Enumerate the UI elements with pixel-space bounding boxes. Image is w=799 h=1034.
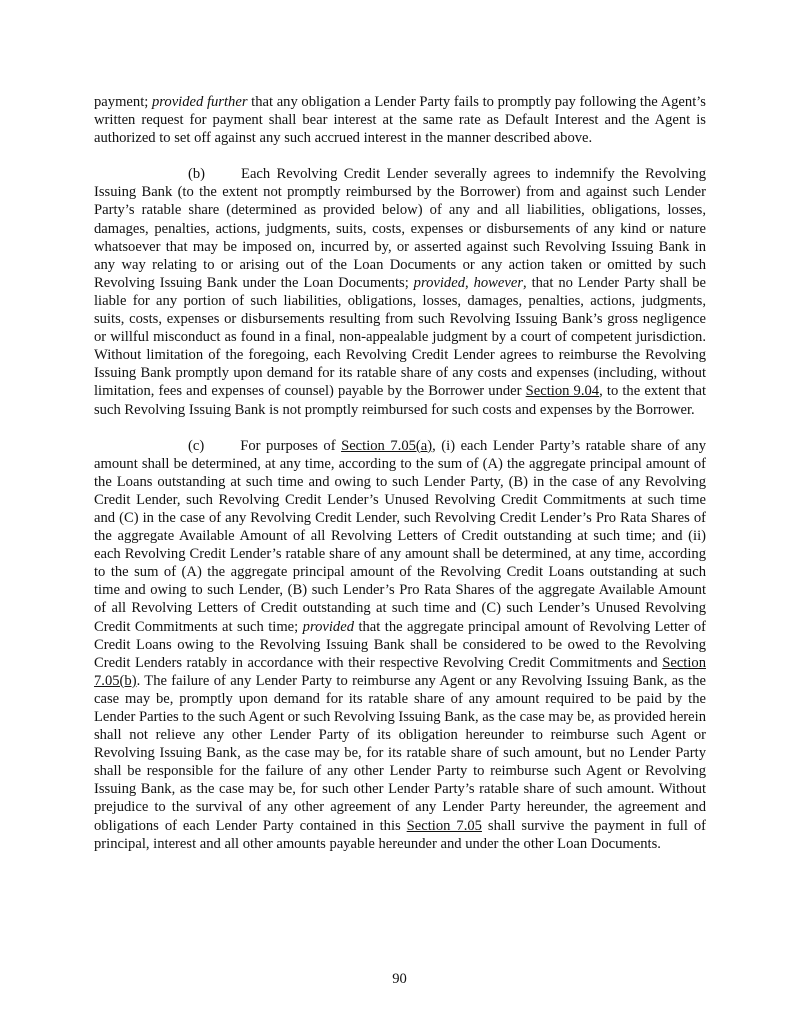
paragraph-b — [94, 165, 706, 418]
paragraph-continuation — [94, 93, 706, 147]
paragraph-c — [94, 437, 706, 853]
text-run: , that no Lender Party shall be liable for any portion of such liabilities, obligations, losses, damages, penalties, actions, judgments, suits, costs, expenses or disbursements resulting from such Revolving Issuing Bank’s gross negligence or willful misconduct as found in a final, non-appealable judgment by a court of competent jurisdiction. Without limitation of the foregoing, each Revolving Credit Lender agrees to reimburse the Revolving Issuing Bank promptly upon demand for its ratable share of any costs and expenses (including, without limitation, fees and expenses of counsel) payable by the Borrower under — [94, 274, 707, 400]
section-reference-7-05a: Section 7.05(a) — [341, 437, 433, 454]
paragraph-label: (c) — [188, 437, 205, 454]
emphasis-provided: provided — [413, 274, 465, 291]
text-run: Each Revolving Credit Lender severally agrees to indemnify the Revolving Issuing Bank (to the extent not promptly reimbursed by the Borrower) from and against such Lender Party’s ratable share (determined as provided below) of any and all liabilities, obligations, losses, damages, penalties, actions, judgments, suits, costs, expenses or disbursements of any kind or nature whatsoever that may be imposed on, incurred by, or asserted against such Revolving Issuing Bank in any way relating to or arising out of the Loan Documents or any action taken or omitted by such Revolving Issuing Bank under the Loan Documents; — [94, 166, 706, 291]
emphasis-provided: provided — [302, 618, 354, 635]
emphasis-provided-further: provided further — [151, 94, 248, 110]
text-run: For purposes of — [240, 437, 342, 454]
text-run: shall survive the payment in full of principal, interest and all other amounts payable hereunder and under the other Loan Documents. — [94, 817, 707, 852]
emphasis-however: however — [473, 274, 524, 291]
section-reference-7-05b: Section 7.05(b) — [94, 654, 706, 689]
document-page — [94, 93, 706, 871]
text-run: , — [465, 274, 474, 291]
section-reference-9-04: Section 9.04 — [525, 383, 600, 400]
text-run: that any obligation a Lender Party fails to promptly pay following the Agent’s written request for payment shall bear interest at the same rate as Default Interest and the Agent is authorized to set off against any such accrued interest in the manner described above. — [94, 94, 706, 147]
text-run: , (i) each Lender Party’s ratable share of any amount shall be determined, at any time, according to the sum of (A) the aggregate principal amount of the Loans outstanding at such time and owing to such Lender Party, (B) in the case of any Revolving Credit Lender, such Revolving Credit Lender’s Unused Revolving Credit Commitments at such time and (C) in the case of any Revolving Credit Lender, such Revolving Credit Lender’s Pro Rata Shares of the aggregate Available Amount of all Revolving Letters of Credit outstanding at such time; and (ii) each Revolving Credit Lender’s ratable share of any amount shall be determined, at any time, according to the sum of (A) the aggregate principal amount of the Revolving Credit Loans outstanding at such time and owing to such Lender, (B) such Lender’s Pro Rata Shares of the aggregate Available Amount of all Revolving Letters of Credit outstanding at such time and (C) such Lender’s Unused Revolving Credit Commitments at such time; — [94, 437, 706, 635]
paragraph-label: (b) — [188, 166, 206, 183]
text-run: that the aggregate principal amount of Revolving Letter of Credit Loans owing to the Revolving Issuing Bank shall be considered to be owed to the Revolving Credit Lenders ratably in accordance with their respective Revolving Credit Commitments and — [94, 618, 706, 671]
text-run: , to the extent that such Revolving Issuing Bank is not promptly reimbursed for such costs and expenses by the Borrower. — [94, 383, 707, 418]
section-reference-7-05: Section 7.05 — [406, 817, 482, 834]
text-run: . The failure of any Lender Party to reimburse any Agent or any Revolving Issuing Bank, as the case may be, promptly upon demand for its ratable share of any amount required to be paid by the Lender Parties to the such Agent or such Revolving Issuing Bank, as the case may be, as provided herein shall not relieve any other Lender Party of its obligation hereunder to reimburse such Agent or Revolving Issuing Bank, as the case may be, for its ratable share of such amount, but no Lender Party shall be responsible for the failure of any other Lender Party to reimburse such Agent or Revolving Issuing Bank, as the case may be, for such other Lender Party’s ratable share of such amount. Without prejudice to the survival of any other agreement of any Lender Party hereunder, the agreement and obligations of each Lender Party contained in this — [94, 672, 706, 834]
page-number: 90 — [392, 971, 407, 987]
text-run: payment; — [94, 94, 152, 110]
